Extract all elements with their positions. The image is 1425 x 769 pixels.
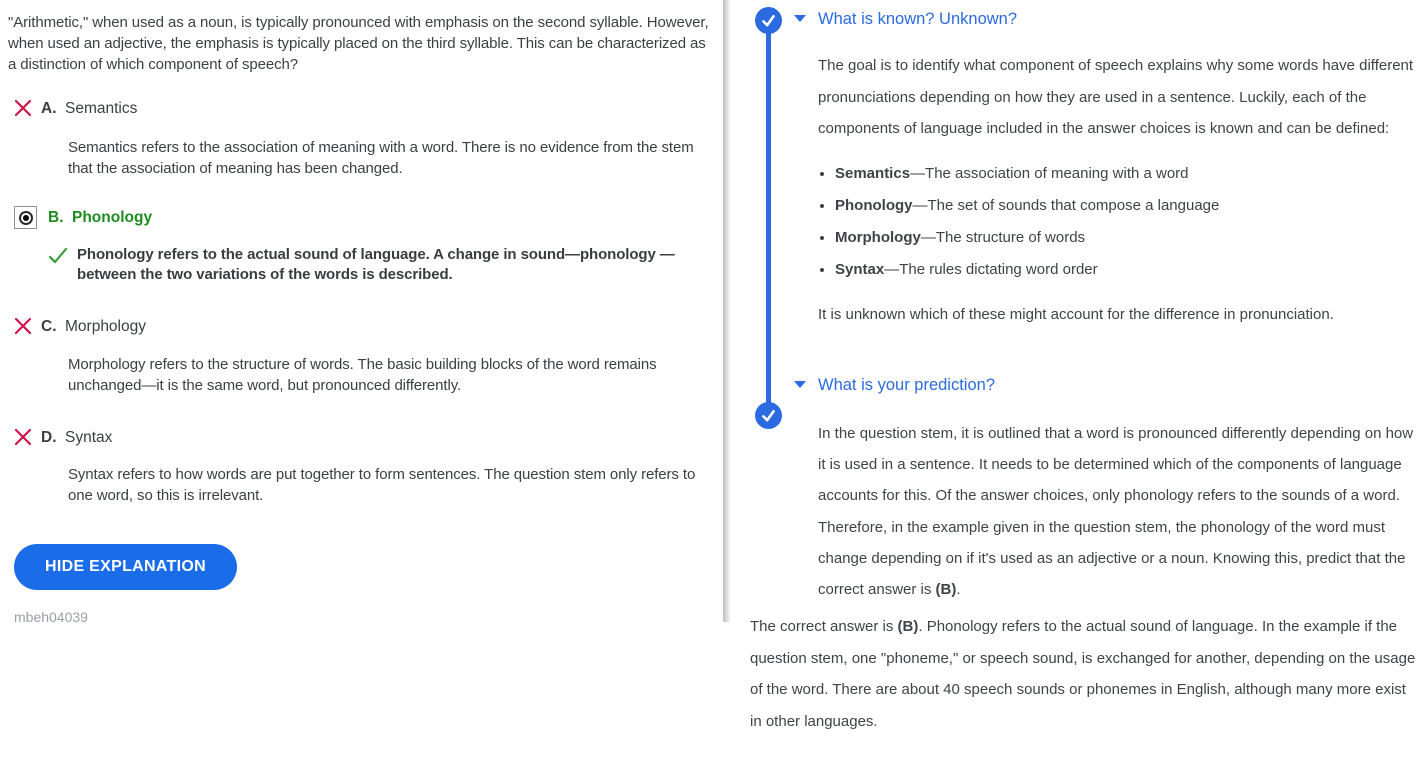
radio-dot [23,215,29,221]
collapse-triangle-icon[interactable] [794,15,806,22]
incorrect-x-icon [14,99,32,122]
list-item [835,222,1408,254]
step-complete-check-icon [755,402,782,429]
paragraph-text: . Phonology refers to the actual sound of language. In the example if the question stem, one "phoneme," or speech sound, is exchanged for another, depending on the usage of the word. There are about 40 speech sounds or phonemes in English, although many more exist in other languages. [750,618,1416,730]
choice-label[interactable]: Phonology [72,208,153,226]
question-stem: "Arithmetic," when used as a noun, is typically pronounced with emphasis on the second syllable. However, when used an adjective, the emphasis is typically placed on the third syllable. This can be characterized as a distinction of which component of speech? [8,14,709,73]
question-id: mbeh04039 [14,609,88,625]
paragraph-text: In the question stem, it is outlined that a word is pronounced differently depending on how it is used in a sentence. It needs to be determined which of the components of language accounts for this. Of the answer choices, only phonology refers to the sounds of a word. Therefore, in the example given in the question stem, the phonology of the word must change depending on if it's used as an adjective or a noun. Knowing this, predict that the correct answer is [818,425,1414,599]
choice-label[interactable]: Syntax [65,429,113,446]
term: Phonology [835,196,913,214]
choice-label[interactable]: Morphology [65,318,146,335]
radio-ring [19,211,33,225]
choice-b-explanation-row [48,245,723,285]
choice-letter: C. [41,318,57,335]
paragraph-text: The correct answer is [750,618,898,636]
collapse-triangle-icon[interactable] [794,381,806,388]
list-item [835,158,1408,190]
step-complete-check-icon [755,7,782,34]
choice-a-explanation: Semantics refers to the association of meaning with a word. There is no evidence from the stem that the association of meaning has been changed. [68,139,694,177]
term: Morphology [835,228,921,246]
list-item [835,190,1408,222]
correct-answer-summary [750,611,1418,737]
definitions-list [818,158,1408,286]
timeline-line [766,18,771,417]
definition: —The rules dictating word order [884,260,1098,278]
section-heading-label[interactable]: What is known? Unknown? [818,10,1018,28]
answer-letter-bold: (B) [935,581,957,599]
term: Semantics [835,164,911,182]
choice-letter: B. [48,208,64,226]
answer-letter-bold: (B) [897,618,919,636]
section-prediction-paragraph [818,418,1416,605]
choice-b[interactable] [14,206,723,229]
incorrect-x-icon [14,317,32,340]
section-what-is-known [723,0,1425,330]
section-prediction-heading[interactable] [818,375,1425,396]
choice-d[interactable] [14,429,723,451]
section-known-paragraph: The goal is to identify what component of speech explains why some words have different pronunciations depending on how they are used in a sentence. Luckily, each of the components of language included in the answer choices is known and can be defined: [818,57,1414,137]
definition: —The structure of words [920,228,1086,246]
hide-explanation-button[interactable]: HIDE EXPLANATION [14,544,237,590]
section-known-closing: It is unknown which of these might account for the difference in pronunciation. [818,305,1334,323]
term: Syntax [835,260,885,278]
choice-c[interactable] [14,318,723,340]
choice-label[interactable]: Semantics [65,100,138,117]
correct-check-icon [48,246,68,271]
list-item [835,254,1408,286]
explanation-panel [723,0,1425,769]
definition: —The association of meaning with a word [910,164,1189,182]
radio-button-selected[interactable] [14,206,37,229]
choice-letter: D. [41,429,57,446]
choice-a[interactable] [14,100,723,122]
choice-b-explanation: Phonology refers to the actual sound of language. A change in sound—phonology —between the two variations of the words is described. [77,246,675,283]
section-prediction [723,375,1425,605]
paragraph-text: . [956,581,961,599]
section-known-heading[interactable] [818,9,1425,30]
incorrect-x-icon [14,428,32,451]
definition: —The set of sounds that compose a language [912,196,1220,214]
choice-letter: A. [41,100,57,117]
choice-d-explanation: Syntax refers to how words are put together to form sentences. The question stem only refers to one word, so this is irrelevant. [68,466,696,504]
choice-c-explanation: Morphology refers to the structure of words. The basic building blocks of the word remains unchanged—it is the same word, but pronounced differently. [68,356,657,394]
section-heading-label[interactable]: What is your prediction? [818,376,995,394]
